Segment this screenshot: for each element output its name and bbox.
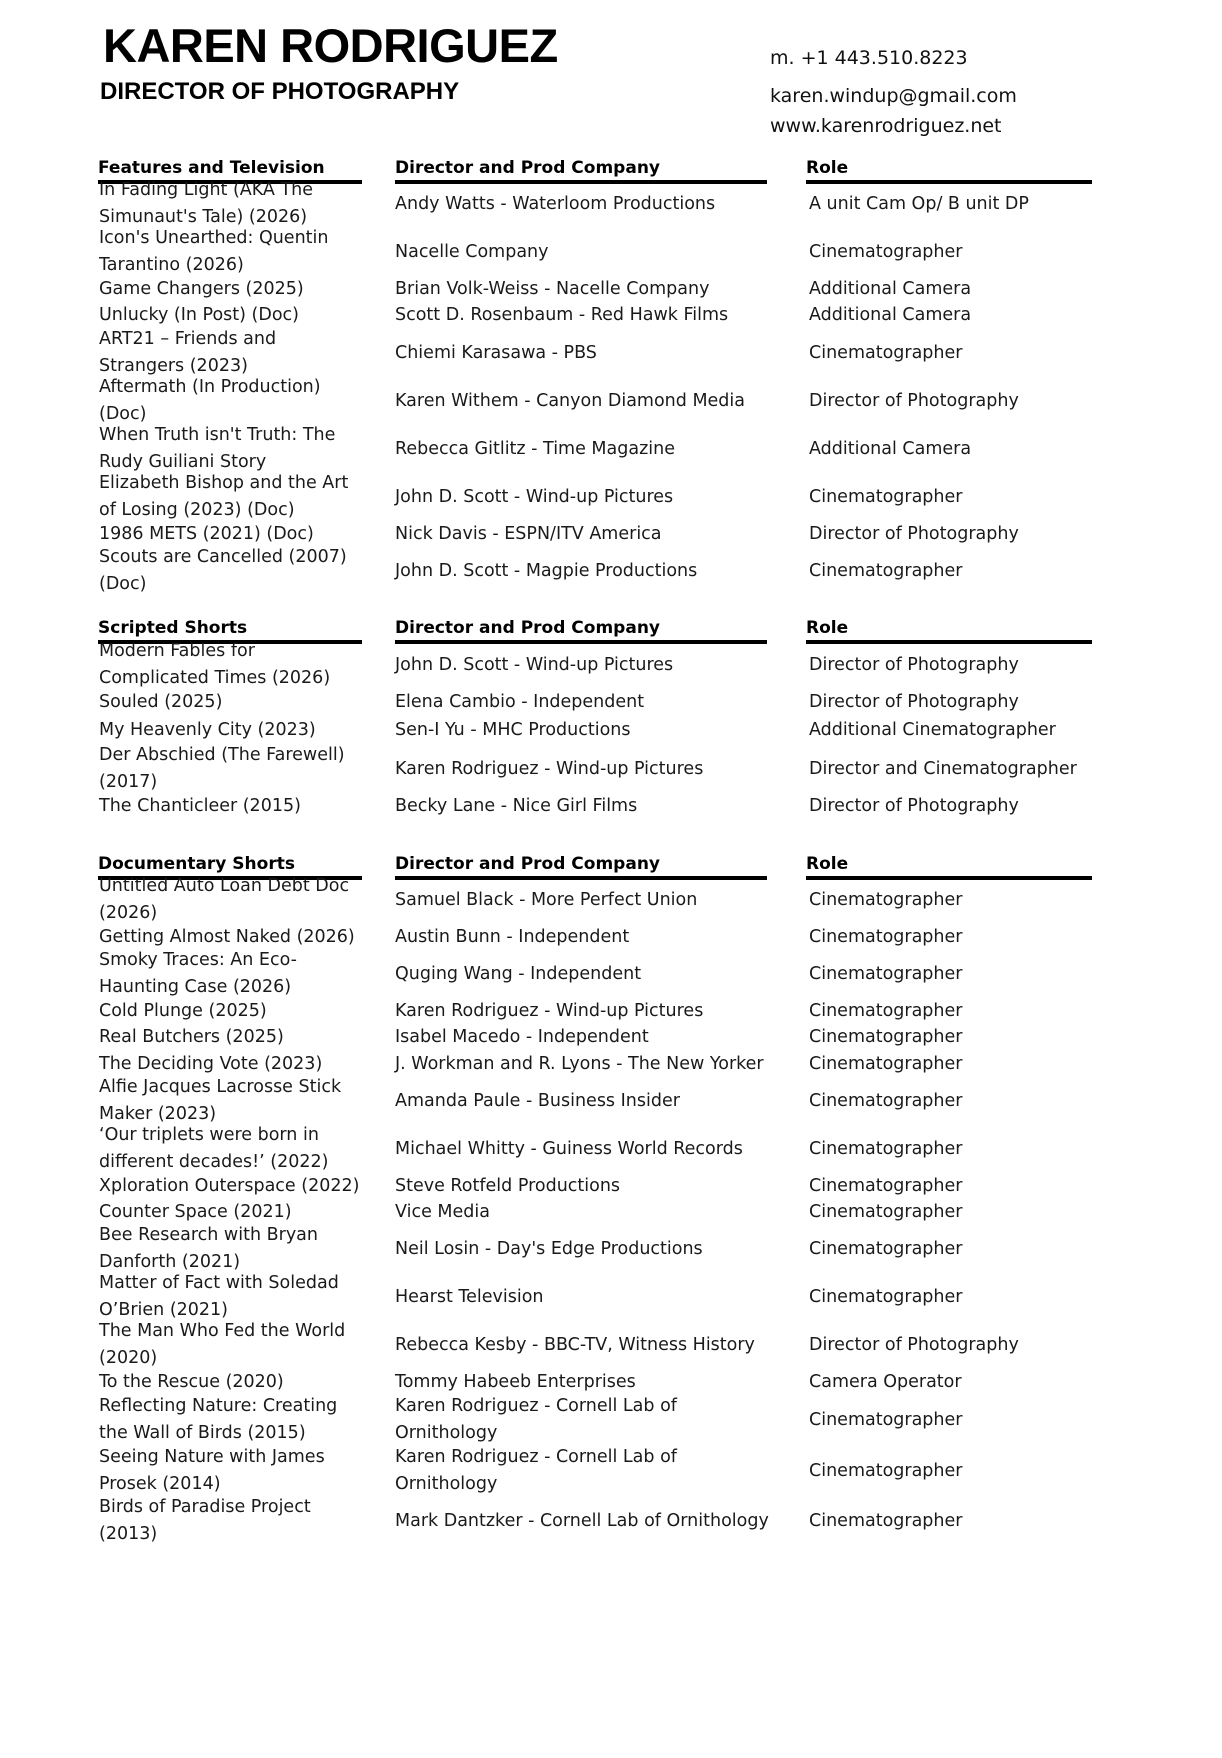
credit-director-company: Michael Whitty - Guiness World Records xyxy=(395,1138,743,1159)
credit-role: Director of Photography xyxy=(809,654,1019,675)
credit-role: Cinematographer xyxy=(809,560,963,581)
credit-role: Cinematographer xyxy=(809,1510,963,1531)
credit-role: Cinematographer xyxy=(809,1027,963,1047)
credit-title: Seeing Nature with James Prosek (2014) xyxy=(99,1447,325,1494)
credit-role: Director of Photography xyxy=(809,1334,1019,1355)
credit-director-company: Karen Rodriguez - Cornell Lab of Ornithology xyxy=(395,1396,677,1443)
credit-director-company: Austin Bunn - Independent xyxy=(395,926,630,947)
credit-row xyxy=(0,1225,1100,1273)
credit-title: Real Butchers (2025) xyxy=(99,1027,284,1047)
credit-role: Additional Cinematographer xyxy=(809,719,1056,740)
credit-row xyxy=(0,1395,1100,1445)
credit-director-company: Nick Davis - ESPN/ITV America xyxy=(395,523,662,544)
credit-title: Xploration Outerspace (2022) xyxy=(99,1175,360,1196)
credit-role: Director of Photography xyxy=(809,523,1019,544)
credit-director-company: Quging Wang - Independent xyxy=(395,963,642,984)
credit-role: Director of Photography xyxy=(809,795,1019,816)
credit-row xyxy=(0,950,1100,998)
credit-director-company: Mark Dantzker - Cornell Lab of Ornithology xyxy=(395,1510,769,1531)
credit-role: Director of Photography xyxy=(809,691,1019,712)
credit-title: Scouts are Cancelled (2007) (Doc) xyxy=(99,547,347,594)
credit-role: Cinematographer xyxy=(809,963,963,984)
credit-director-company: Amanda Paule - Business Insider xyxy=(395,1090,680,1111)
contact-website[interactable]: www.karenrodriguez.net xyxy=(770,115,1002,137)
credit-director-company: Scott D. Rosenbaum - Red Hawk Films xyxy=(395,305,729,325)
credit-title: 1986 METS (2021) (Doc) xyxy=(99,523,314,544)
credit-director-company: Vice Media xyxy=(395,1201,490,1222)
credit-row xyxy=(0,876,1100,924)
credit-role: Cinematographer xyxy=(809,1138,963,1159)
contact-email[interactable]: karen.windup@gmail.com xyxy=(770,85,1017,107)
credit-role: Cinematographer xyxy=(809,1460,963,1481)
credit-role: Cinematographer xyxy=(809,1286,963,1307)
credit-row xyxy=(0,276,1100,302)
credit-role: Cinematographer xyxy=(809,342,963,363)
credit-title: Counter Space (2021) xyxy=(99,1201,292,1222)
credit-row xyxy=(0,180,1100,228)
column-header-label: Scripted Shorts xyxy=(98,618,248,638)
credit-title: The Man Who Fed the World (2020) xyxy=(99,1321,346,1368)
credit-director-company: Tommy Habeeb Enterprises xyxy=(395,1371,636,1392)
credit-row xyxy=(0,998,1100,1024)
credit-role: Cinematographer xyxy=(809,241,963,262)
credit-director-company: Brian Volk-Weiss - Nacelle Company xyxy=(395,278,710,299)
credit-role: Additional Camera xyxy=(809,305,972,325)
credit-row xyxy=(0,689,1100,715)
credits-table xyxy=(0,876,1100,1545)
credit-title: In Fading Light (AKA The Simunaut's Tale) (2026) xyxy=(99,180,314,227)
contact-phone: m. +1 443.510.8223 xyxy=(770,47,968,69)
credit-row xyxy=(0,377,1100,425)
credit-director-company: Samuel Black - More Perfect Union xyxy=(395,889,698,910)
credit-row xyxy=(0,641,1100,689)
credit-role: Cinematographer xyxy=(809,486,963,507)
column-header xyxy=(806,612,1092,644)
credit-director-company: Hearst Television xyxy=(395,1286,544,1307)
credit-role: Cinematographer xyxy=(809,889,963,910)
credit-title: Game Changers (2025) xyxy=(99,278,304,299)
credit-role: Additional Camera xyxy=(809,438,972,459)
credit-title: My Heavenly City (2023) xyxy=(99,719,316,740)
credit-title: Untitled Auto Loan Debt Doc (2026) xyxy=(99,876,350,923)
credit-title: Souled (2025) xyxy=(99,691,223,712)
credit-role: Cinematographer xyxy=(809,1175,963,1196)
column-header-label: Documentary Shorts xyxy=(98,854,295,874)
credit-role: Camera Operator xyxy=(809,1371,962,1392)
credit-director-company: Chiemi Karasawa - PBS xyxy=(395,342,597,363)
credit-director-company: Isabel Macedo - Independent xyxy=(395,1027,649,1047)
credit-row xyxy=(0,1077,1100,1125)
credit-row xyxy=(0,1321,1100,1369)
credit-role: Cinematographer xyxy=(809,926,963,947)
column-header-label: Role xyxy=(806,618,849,638)
credit-title: Bee Research with Bryan Danforth (2021) xyxy=(99,1225,318,1272)
credit-row xyxy=(0,1497,1100,1545)
credit-role: Additional Camera xyxy=(809,278,972,299)
credit-title: Reflecting Nature: Creating the Wall of Birds (2015) xyxy=(99,1396,338,1443)
credit-role: Director and Cinematographer xyxy=(809,758,1077,779)
credit-director-company: Rebecca Gitlitz - Time Magazine xyxy=(395,438,675,459)
credit-row xyxy=(0,745,1100,793)
credits-table xyxy=(0,641,1100,819)
credit-role: Cinematographer xyxy=(809,1090,963,1111)
credit-director-company: Karen Withem - Canyon Diamond Media xyxy=(395,390,745,411)
credit-title: Cold Plunge (2025) xyxy=(99,1000,267,1021)
credit-director-company: Andy Watts - Waterloom Productions xyxy=(395,193,716,214)
column-header xyxy=(395,612,767,644)
credit-row xyxy=(0,1369,1100,1395)
credit-row xyxy=(0,793,1100,819)
credit-director-company: Karen Rodriguez - Wind-up Pictures xyxy=(395,1000,704,1021)
credit-director-company: J. Workman and R. Lyons - The New Yorker xyxy=(395,1053,764,1074)
credit-director-company: Rebecca Kesby - BBC-TV, Witness History xyxy=(395,1334,755,1355)
credit-title: When Truth isn't Truth: The Rudy Guiliani Story xyxy=(99,425,336,472)
credit-row xyxy=(0,715,1100,745)
credit-director-company: John D. Scott - Magpie Productions xyxy=(395,560,698,581)
credit-row xyxy=(0,1173,1100,1199)
credit-role: Director of Photography xyxy=(809,390,1019,411)
credit-director-company: Nacelle Company xyxy=(395,241,549,262)
column-header-label: Role xyxy=(806,854,849,874)
credit-role: Cinematographer xyxy=(809,1000,963,1021)
credit-director-company: Karen Rodriguez - Wind-up Pictures xyxy=(395,758,704,779)
credit-title: Birds of Paradise Project (2013) xyxy=(99,1497,311,1544)
credit-title: Getting Almost Naked (2026) xyxy=(99,926,355,947)
credit-role: Cinematographer xyxy=(809,1053,963,1074)
credit-role: Cinematographer xyxy=(809,1409,963,1430)
credit-director-company: Karen Rodriguez - Cornell Lab of Ornithology xyxy=(395,1447,677,1494)
credit-title: ART21 – Friends and Strangers (2023) xyxy=(99,329,277,376)
column-header-label: Director and Prod Company xyxy=(395,854,661,874)
credit-row xyxy=(0,302,1100,329)
credits-table xyxy=(0,180,1100,595)
resume-name: KAREN RODRIGUEZ xyxy=(103,19,558,72)
credit-row xyxy=(0,228,1100,276)
credit-director-company: Elena Cambio - Independent xyxy=(395,691,645,712)
credit-row xyxy=(0,1445,1100,1497)
column-header-label: Director and Prod Company xyxy=(395,158,661,178)
column-header-label: Director and Prod Company xyxy=(395,618,661,638)
credit-role: Cinematographer xyxy=(809,1238,963,1259)
credit-role: A unit Cam Op/ B unit DP xyxy=(809,193,1029,214)
resume-title: DIRECTOR OF PHOTOGRAPHY xyxy=(100,78,460,105)
credit-row xyxy=(0,1024,1100,1051)
credit-row xyxy=(0,1273,1100,1321)
credit-row xyxy=(0,1125,1100,1173)
credit-title: Icon's Unearthed: Quentin Tarantino (2026) xyxy=(99,228,329,275)
credit-director-company: Sen-I Yu - MHC Productions xyxy=(395,719,631,740)
credit-title: Unlucky (In Post) (Doc) xyxy=(99,305,300,325)
credit-title: Elizabeth Bishop and the Art of Losing (2023) (Doc) xyxy=(99,473,349,520)
credit-title: The Deciding Vote (2023) xyxy=(99,1053,323,1074)
credit-row xyxy=(0,547,1100,595)
credit-role: Cinematographer xyxy=(809,1201,963,1222)
credit-title: The Chanticleer (2015) xyxy=(99,795,301,816)
column-header-label: Role xyxy=(806,158,849,178)
credit-row xyxy=(0,329,1100,377)
column-header-label: Features and Television xyxy=(98,158,325,178)
credit-row xyxy=(0,425,1100,473)
credit-director-company: John D. Scott - Wind-up Pictures xyxy=(395,486,674,507)
credit-director-company: Steve Rotfeld Productions xyxy=(395,1175,621,1196)
credit-title: Aftermath (In Production) (Doc) xyxy=(99,377,321,424)
credit-row xyxy=(0,473,1100,521)
credit-title: To the Rescue (2020) xyxy=(99,1371,284,1392)
credit-title: Alfie Jacques Lacrosse Stick Maker (2023) xyxy=(99,1077,342,1124)
credit-title: Matter of Fact with Soledad O’Brien (2021) xyxy=(99,1273,339,1320)
credit-director-company: Becky Lane - Nice Girl Films xyxy=(395,795,638,816)
credit-title: Smoky Traces: An Eco-Haunting Case (2026) xyxy=(99,950,297,997)
credit-title: ‘Our triplets were born in different decades!’ (2022) xyxy=(99,1125,329,1172)
credit-title: Modern Fables for Complicated Times (2026) xyxy=(99,641,331,688)
credit-director-company: Neil Losin - Day's Edge Productions xyxy=(395,1238,703,1259)
credit-director-company: John D. Scott - Wind-up Pictures xyxy=(395,654,674,675)
credit-title: Der Abschied (The Farewell) (2017) xyxy=(99,745,345,792)
